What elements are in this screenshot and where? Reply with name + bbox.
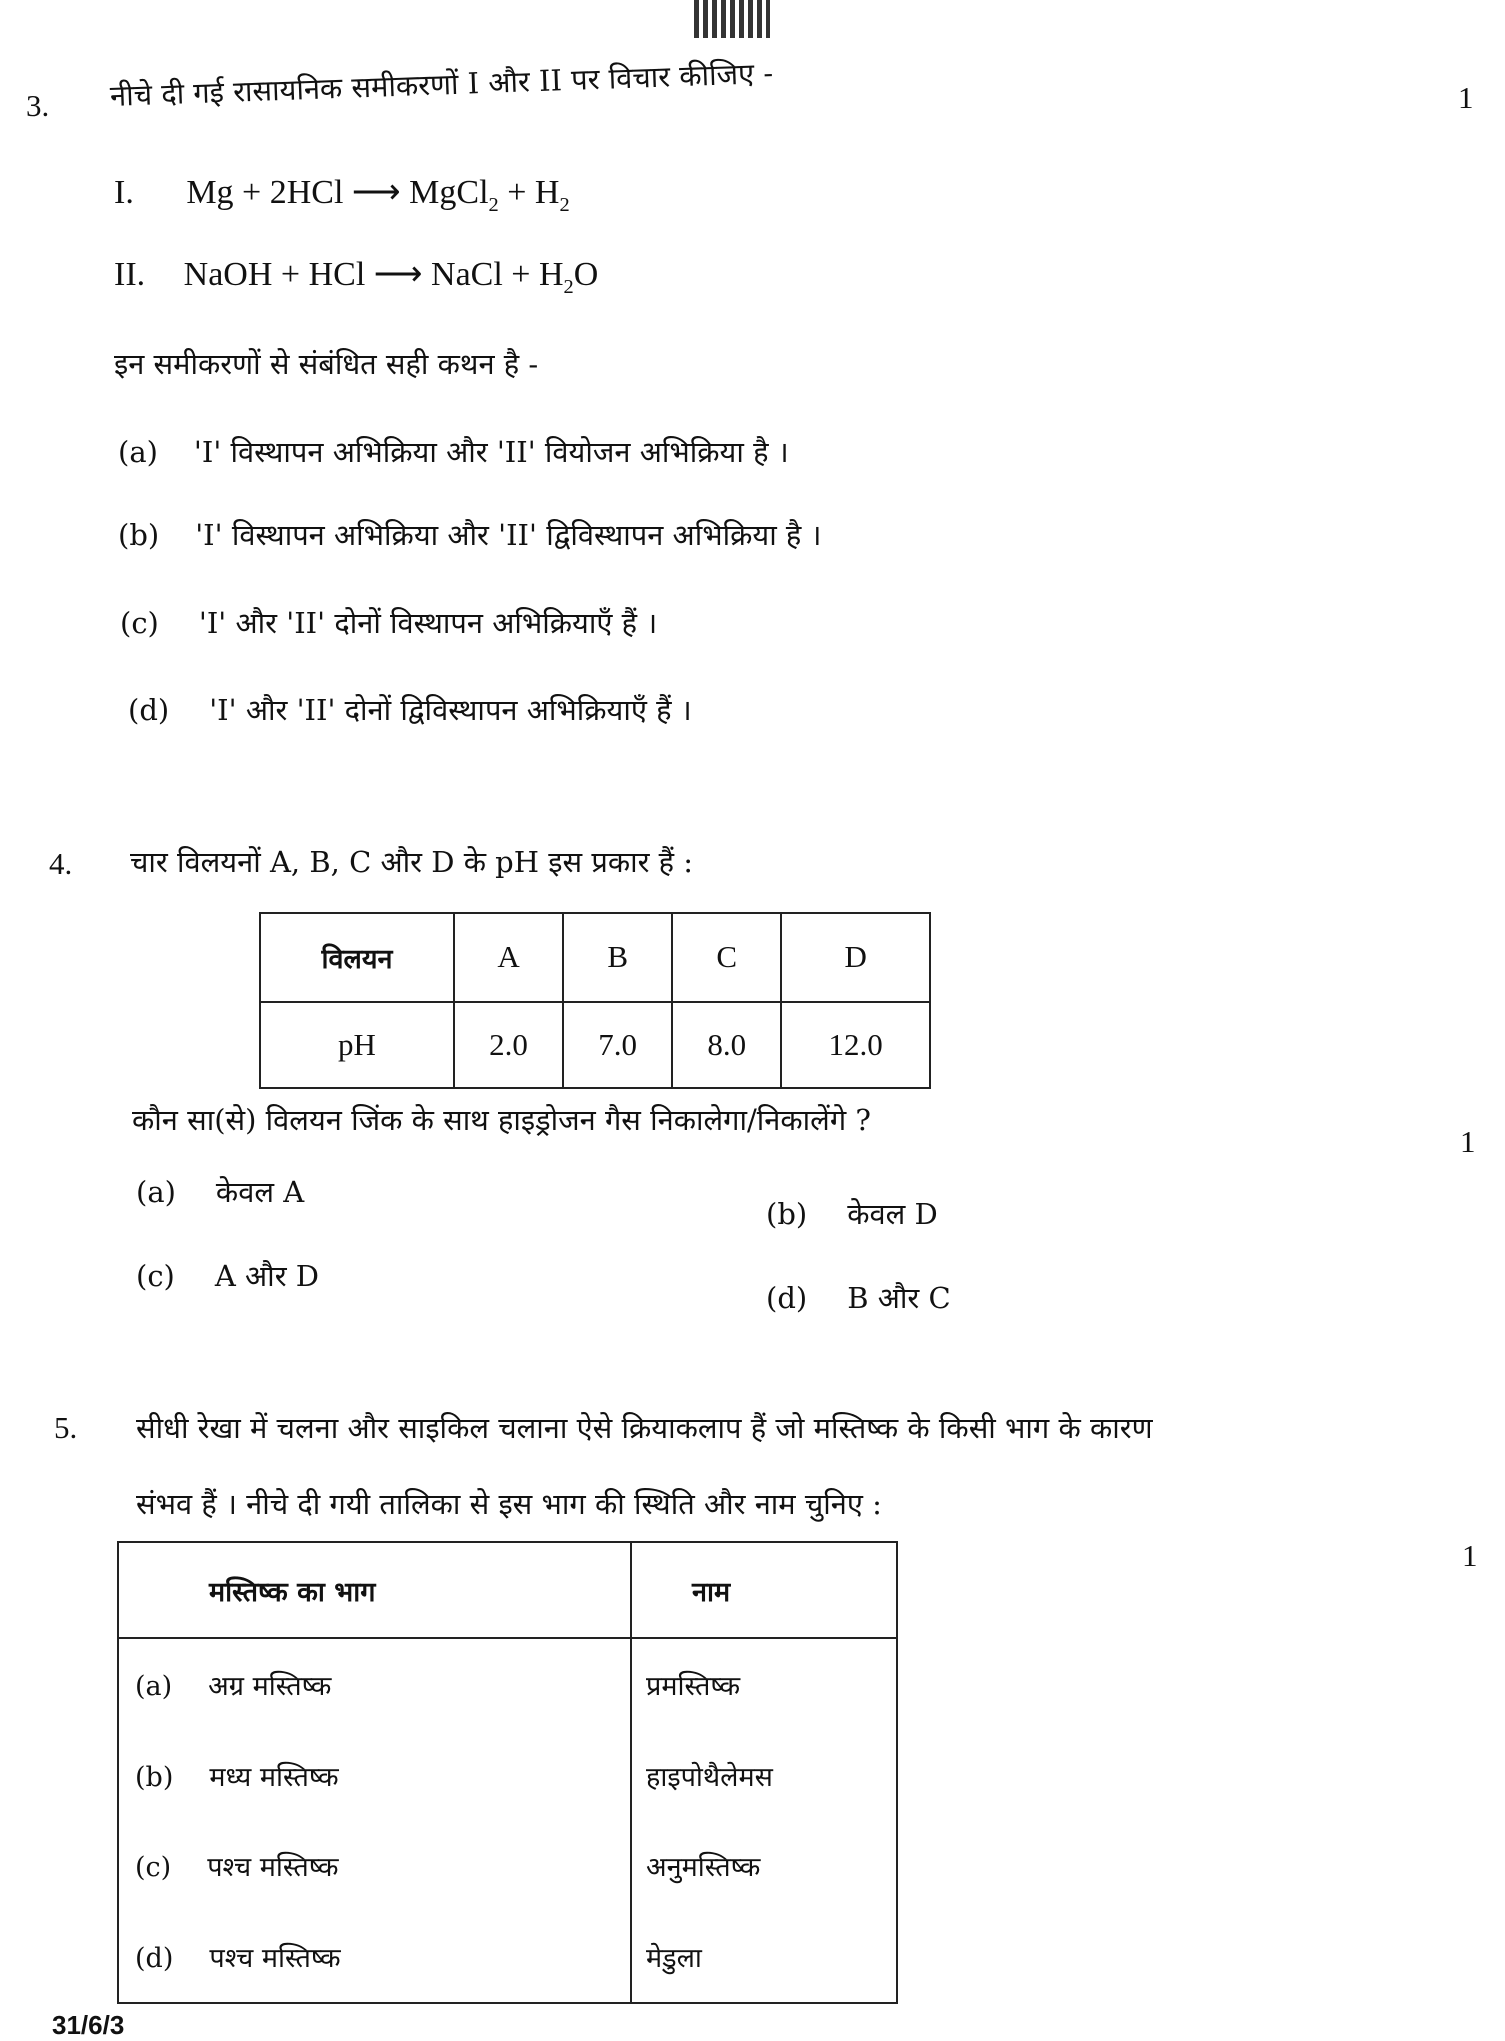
equation-1 (114, 172, 570, 217)
subscript: 2 (563, 275, 574, 298)
table-cell: 8.0 (672, 1002, 781, 1088)
table-row (118, 1638, 897, 1730)
table-header: B (563, 913, 672, 1002)
brain-part-name: अनुमस्तिष्क (631, 1820, 897, 1910)
row-label: (d) (135, 1942, 174, 1974)
row-label: (a) (135, 1671, 173, 1703)
row-label: (c) (135, 1852, 172, 1884)
page-code: 31/6/3 (52, 2010, 125, 2040)
option-d: (d) 'I' और 'II' दोनों द्विविस्थापन अभिक्रियाएँ हैं । (128, 693, 692, 727)
equation-2 (114, 254, 598, 299)
marks: 1 (1462, 1538, 1478, 1573)
table-header: मस्तिष्क का भाग (118, 1542, 631, 1638)
option-d: (d) B और C (766, 1281, 951, 1315)
option-c: (c) 'I' और 'II' दोनों विस्थापन अभिक्रियाएँ हैं । (120, 606, 658, 640)
table-header: D (781, 913, 930, 1002)
brain-part-name: मेडुला (631, 1911, 897, 2003)
equation-label: I. (114, 174, 134, 211)
table-header: नाम (631, 1542, 897, 1638)
ph-table (259, 912, 931, 1089)
subscript: 2 (559, 193, 570, 216)
brain-part: पश्च मस्तिष्क (207, 1852, 339, 1884)
equation-rhs: + H (498, 174, 560, 211)
table-row (118, 1911, 897, 2003)
brain-table (117, 1541, 898, 2004)
qr-code (694, 0, 770, 38)
question-number: 3. (26, 88, 50, 123)
brain-part: पश्च मस्तिष्क (209, 1942, 341, 1974)
brain-part-name: प्रमस्तिष्क (631, 1638, 897, 1730)
question-text: नीचे दी गई रासायनिक समीकरणों I और II पर विचार कीजिए - (109, 55, 774, 113)
question-text: चार विलयनों A, B, C और D के pH इस प्रकार हैं : (130, 845, 694, 879)
question-text: संभव हैं । नीचे दी गयी तालिका से इस भाग की स्थिति और नाम चुनिए : (136, 1487, 882, 1521)
option-a: (a) 'I' विस्थापन अभिक्रिया और 'II' वियोजन अभिक्रिया है । (118, 435, 789, 469)
brain-part: अग्र मस्तिष्क (208, 1671, 332, 1703)
equation-rhs: O (573, 256, 599, 293)
table-row (118, 1820, 897, 1910)
arrow: ⟶ (351, 174, 401, 211)
table-header: A (454, 913, 563, 1002)
equation-label: II. (114, 256, 146, 293)
marks: 1 (1460, 1124, 1476, 1159)
brain-part-name: हाइपोथैलेमस (631, 1730, 897, 1820)
table-cell: 12.0 (781, 1002, 930, 1088)
equation-rhs: MgCl (409, 174, 489, 211)
question-number: 4. (49, 846, 73, 881)
brain-part: मध्य मस्तिष्क (209, 1761, 339, 1793)
question-number: 5. (54, 1410, 78, 1445)
option-c: (c) A और D (136, 1259, 320, 1293)
row-label: (b) (135, 1761, 174, 1793)
table-header: C (672, 913, 781, 1002)
option-b: (b) 'I' विस्थापन अभिक्रिया और 'II' द्विविस्थापन अभिक्रिया है । (118, 518, 822, 552)
equation-rhs: NaCl + H (431, 256, 564, 293)
question-text: सीधी रेखा में चलना और साइकिल चलाना ऐसे क्रियाकलाप हैं जो मस्तिष्क के किसी भाग के कारण (136, 1411, 1153, 1445)
marks: 1 (1458, 80, 1474, 115)
option-b: (b) केवल D (766, 1197, 938, 1231)
table-row (118, 1730, 897, 1820)
prompt: इन समीकरणों से संबंधित सही कथन है - (114, 347, 539, 381)
table-cell: pH (260, 1002, 454, 1088)
question-text: कौन सा(से) विलयन जिंक के साथ हाइड्रोजन गैस निकालेगा/निकालेंगे ? (132, 1103, 871, 1137)
subscript: 2 (488, 193, 499, 216)
option-a: (a) केवल A (136, 1175, 305, 1209)
table-cell: 2.0 (454, 1002, 563, 1088)
table-header: विलयन (260, 913, 454, 1002)
equation-lhs: Mg + 2HCl (186, 174, 344, 211)
equation-lhs: NaOH + HCl (183, 256, 366, 293)
table-cell: 7.0 (563, 1002, 672, 1088)
arrow: ⟶ (373, 256, 423, 293)
